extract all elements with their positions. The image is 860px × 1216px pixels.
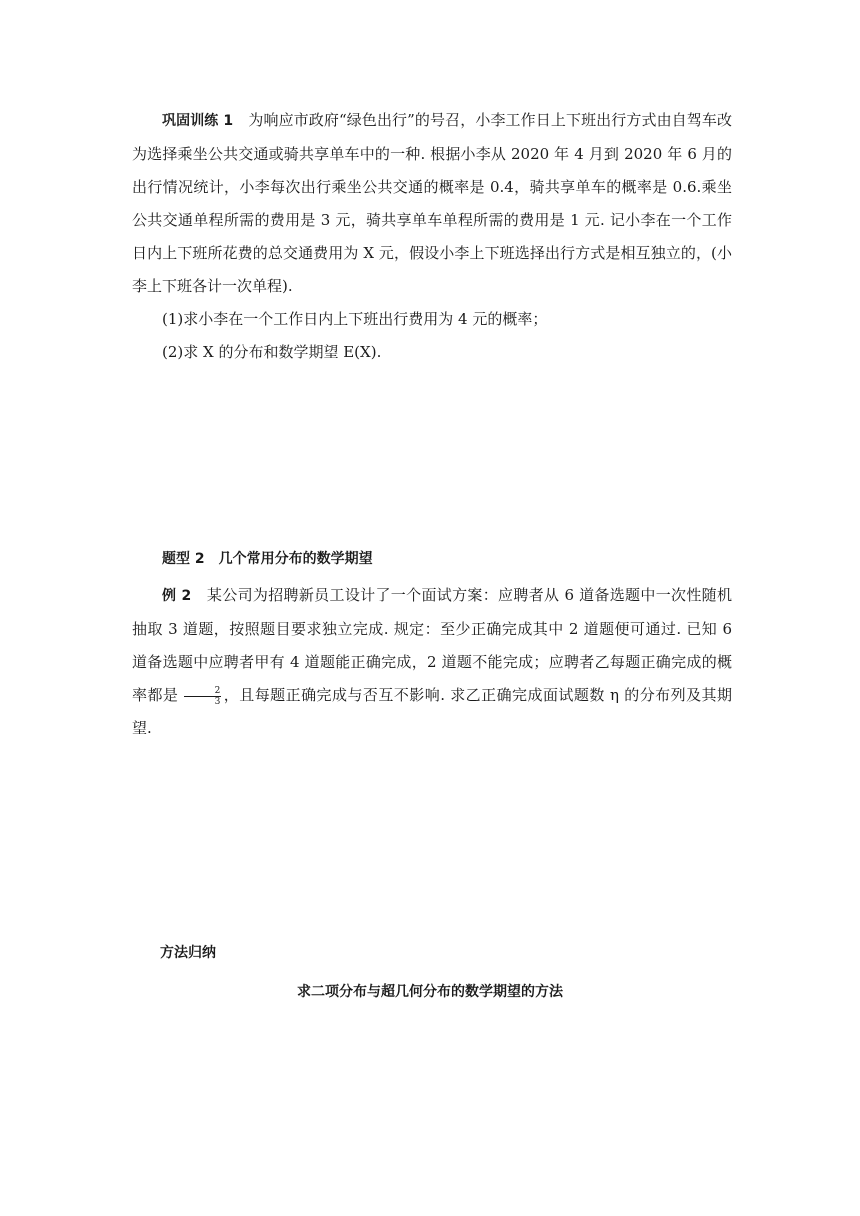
exercise-1-question-2: (2)求 X 的分布和数学期望 E(X). bbox=[162, 343, 382, 361]
method-title: 求二项分布与超几何分布的数学期望的方法 bbox=[297, 984, 563, 1000]
exercise-1-question-1: (1)求小李在一个工作日内上下班出行费用为 4 元的概率； bbox=[162, 310, 548, 328]
example-2-tail: ，且每题正确完成与否互不影响. 求乙正确完成面试题数 η 的分布列及其期望. bbox=[132, 686, 732, 737]
example-2-label: 例 2 bbox=[162, 588, 192, 604]
fraction-denominator: 3 bbox=[214, 696, 221, 707]
exercise-1-block bbox=[132, 104, 732, 369]
two-thirds-fraction bbox=[184, 686, 222, 707]
example-2-body: 某公司为招聘新员工设计了一个面试方案：应聘者从 6 道备选题中一次性随机抽取 3 道题，按照题目要求独立完成. 规定：至少正确完成其中 2 道题便可通过. 已知 6 道备选题中应聘者甲有 4 道题能正确完成，2 道题不能完成；应聘者乙每题正确完成的概率都是 bbox=[132, 586, 732, 704]
exercise-1-body: 为响应市政府“绿色出行”的号召，小李工作日上下班出行方式由自驾车改为选择乘坐公共交通或骑共享单车中的一种. 根据小李从 2020 年 4 月到 2020 年 6 月的出行情况统计，小李每次出行乘坐公共交通的概率是 0.4，骑共享单车的概率是 0.6.乘坐公共交通单程所需的费用是 3 元，骑共享单车单程所需的费用是 1 元. 记小李在一个工作日内上下班所花费的总交通费用为 X 元，假设小李上下班选择出行方式是相互独立的，(小李上下班各计一次单程). bbox=[132, 111, 732, 295]
method-label: 方法归纳 bbox=[160, 945, 216, 961]
section-2-title: 题型 2 几个常用分布的数学期望 bbox=[162, 551, 373, 567]
fraction-numerator: 2 bbox=[184, 686, 222, 697]
exercise-1-paragraph bbox=[132, 104, 732, 303]
example-2-paragraph bbox=[132, 579, 732, 745]
exercise-1-label: 巩固训练 1 bbox=[162, 113, 234, 129]
example-2-block bbox=[132, 579, 732, 745]
